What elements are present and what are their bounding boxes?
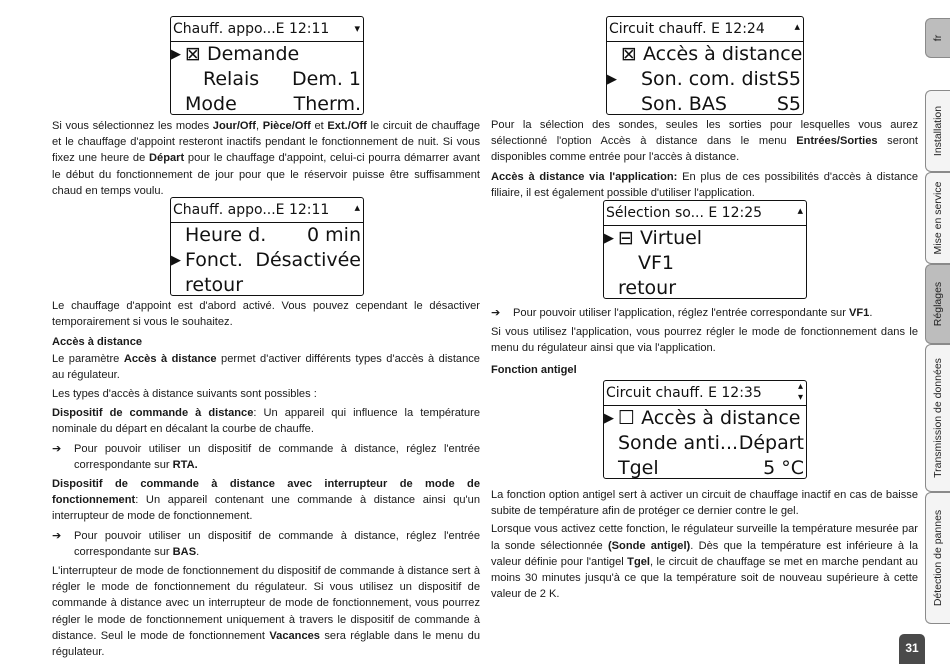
section-heading: Fonction antigel	[491, 363, 577, 376]
lcd-row: Relais Dem. 1	[203, 68, 361, 90]
paragraph: L'interrupteur de mode de fonctionnement du dispositif de commande à distance sert à régler le mode de fonctionnement du régulateur. Si vous utilisez un dispositif de commande à distance avec un interrupteur de mode de fonctionnement, vous pourrez régler le mode de fonctionnement uniquement à travers le dispositif de commande à distance. Seul le mode de fonctionnement Vacances sera réglable dans le menu du régulateur.	[52, 565, 481, 659]
paragraph: Si vous sélectionnez les modes Jour/Off, Pièce/Off et Ext./Off le circuit de chauffage et le chauffage d'appoint resteront inactifs pendant le fonctionnement de nuit. Si vous fixez une heure de Départ pour le chauffage d'appoint, celui-ci pourra démarrer avant le début du fonctionnement de jour pour que le réservoir puisse être suffisamment chaud en temps voulu.	[52, 120, 480, 197]
scroll-up-icon: ▴	[797, 204, 803, 217]
lcd-screen-antifreeze	[603, 380, 807, 479]
tab-data-transmission[interactable]: Transmission de données	[925, 344, 950, 492]
cursor-icon: ▶	[604, 231, 614, 246]
lcd-row: ▶ ☐ Accès à distance	[604, 407, 801, 429]
scroll-up-icon: ▴	[794, 20, 800, 33]
instruction: ➔ Pour pouvoir utiliser un dispositif de commande à distance, réglez l'entrée correspondante sur BAS.	[52, 528, 480, 560]
cursor-icon: ▶	[607, 72, 617, 87]
right-text-1	[491, 117, 918, 201]
lcd-row: Son. BAS S5	[641, 93, 801, 115]
right-text-3	[491, 487, 918, 602]
lcd-header: Circuit chauff. E 12:24 ▴	[607, 17, 803, 42]
lcd-row: Heure d. 0 min	[185, 224, 361, 246]
tab-settings[interactable]: Réglages	[925, 264, 950, 344]
tab-installation[interactable]: Installation	[925, 90, 950, 172]
arrow-icon: ➔	[491, 307, 501, 319]
instruction: ➔ Pour pouvoir utiliser l'application, réglez l'entrée correspondante sur VF1.	[491, 305, 918, 321]
lcd-row: retour	[185, 274, 244, 296]
lcd-header: Chauff. appo...E 12:11 ▾	[171, 17, 363, 42]
lcd-row: Tgel 5 °C	[618, 457, 804, 479]
lcd-row: ⊠ Accès à distance	[621, 43, 803, 65]
lcd-header: Chauff. appo...E 12:11 ▴	[171, 198, 363, 223]
paragraph: Pour la sélection des sondes, seules les sorties pour lesquelles vous aurez sélectionné l'option Accès à distance dans le menu Entrées/Sorties seront disponibles comme entrée pour l'accès à distance.	[491, 119, 919, 164]
scroll-up-icon: ▴	[354, 201, 360, 214]
paragraph: Dispositif de commande à distance avec interrupteur de mode de fonctionnement: Un appareil contenant une commande à distance ainsi qu'un interrupteur de mode de fonctionnement.	[52, 478, 480, 523]
scroll-up-down-icon: ▴ ▾	[797, 381, 803, 403]
lcd-header: Circuit chauff. E 12:35 ▴ ▾	[604, 381, 806, 406]
lcd-row: ▶ ⊠ Demande	[171, 43, 300, 65]
paragraph: Lorsque vous activez cette fonction, le régulateur surveille la température mesurée par la sonde sélectionnée (Sonde antigel). Dès que la température est inférieure à la valeur définie pour l'antigel Tgel, le circuit de chauffage se met en marche pendant au moins 30 minutes jusqu'à ce que la température soit de nouveau supérieure à cette valeur de 2 K.	[491, 523, 919, 601]
arrow-icon: ➔	[52, 529, 62, 542]
paragraph: Si vous utilisez l'application, vous pourrez régler le mode de fonctionnement dans le menu du régulateur ainsi que via l'application.	[491, 326, 918, 355]
tab-troubleshooting[interactable]: Détection de pannes	[925, 492, 950, 624]
lcd-screen-remote-access	[606, 16, 804, 115]
paragraph: Dispositif de commande à distance: Un appareil qui influence la température nominale du départ en décalant la courbe de chauffe.	[52, 407, 481, 436]
cursor-icon: ▶	[171, 253, 181, 268]
section-heading: Accès à distance	[52, 336, 143, 349]
lcd-row: ▶ ⊟ Virtuel	[604, 227, 703, 249]
tab-commissioning[interactable]: Mise en service	[925, 172, 950, 264]
paragraph: La fonction option antigel sert à activer un circuit de chauffage inactif en cas de baisse subite de température afin de protéger ce dernier contre le gel.	[491, 489, 918, 518]
lcd-row: ▶ Fonct. Désactivée	[171, 249, 361, 271]
scroll-down-icon: ▾	[354, 22, 360, 35]
paragraph: Le paramètre Accès à distance permet d'activer différents types d'accès à distance au régulateur.	[52, 352, 480, 381]
lcd-row: Sonde anti... Départ	[618, 432, 804, 454]
cursor-icon: ▶	[604, 411, 614, 426]
lcd-screen-sensor-selection	[603, 200, 807, 299]
lcd-row: Mode Therm.	[185, 93, 361, 115]
cursor-icon: ▶	[171, 47, 181, 62]
left-text-2	[52, 298, 480, 660]
lcd-screen-heating-demand	[170, 16, 364, 115]
chapter-tabs	[925, 0, 950, 664]
lcd-row: VF1	[638, 252, 675, 274]
instruction: ➔ Pour pouvoir utiliser un dispositif de commande à distance, réglez l'entrée correspondante sur RTA.	[52, 441, 480, 473]
arrow-icon: ➔	[52, 442, 62, 455]
lcd-row: retour	[618, 277, 677, 299]
paragraph: Les types d'accès à distance suivants sont possibles :	[52, 388, 317, 401]
tab-language[interactable]: fr	[925, 18, 950, 58]
lcd-screen-heating-function	[170, 197, 364, 296]
right-text-2	[491, 305, 918, 378]
paragraph: Accès à distance via l'application: En plus de ces possibilités d'accès à distance filiaire, il est également possible d'utiliser l'application.	[491, 170, 918, 199]
page-number: 31	[899, 634, 925, 664]
paragraph: Le chauffage d'appoint est d'abord activé. Vous pouvez cependant le désactiver temporairement si vous le souhaitez.	[52, 300, 480, 329]
lcd-header: Sélection so... E 12:25 ▴	[604, 201, 806, 226]
lcd-row: ▶ Son. com. dist. S5	[607, 68, 801, 90]
left-text-1	[52, 118, 480, 199]
